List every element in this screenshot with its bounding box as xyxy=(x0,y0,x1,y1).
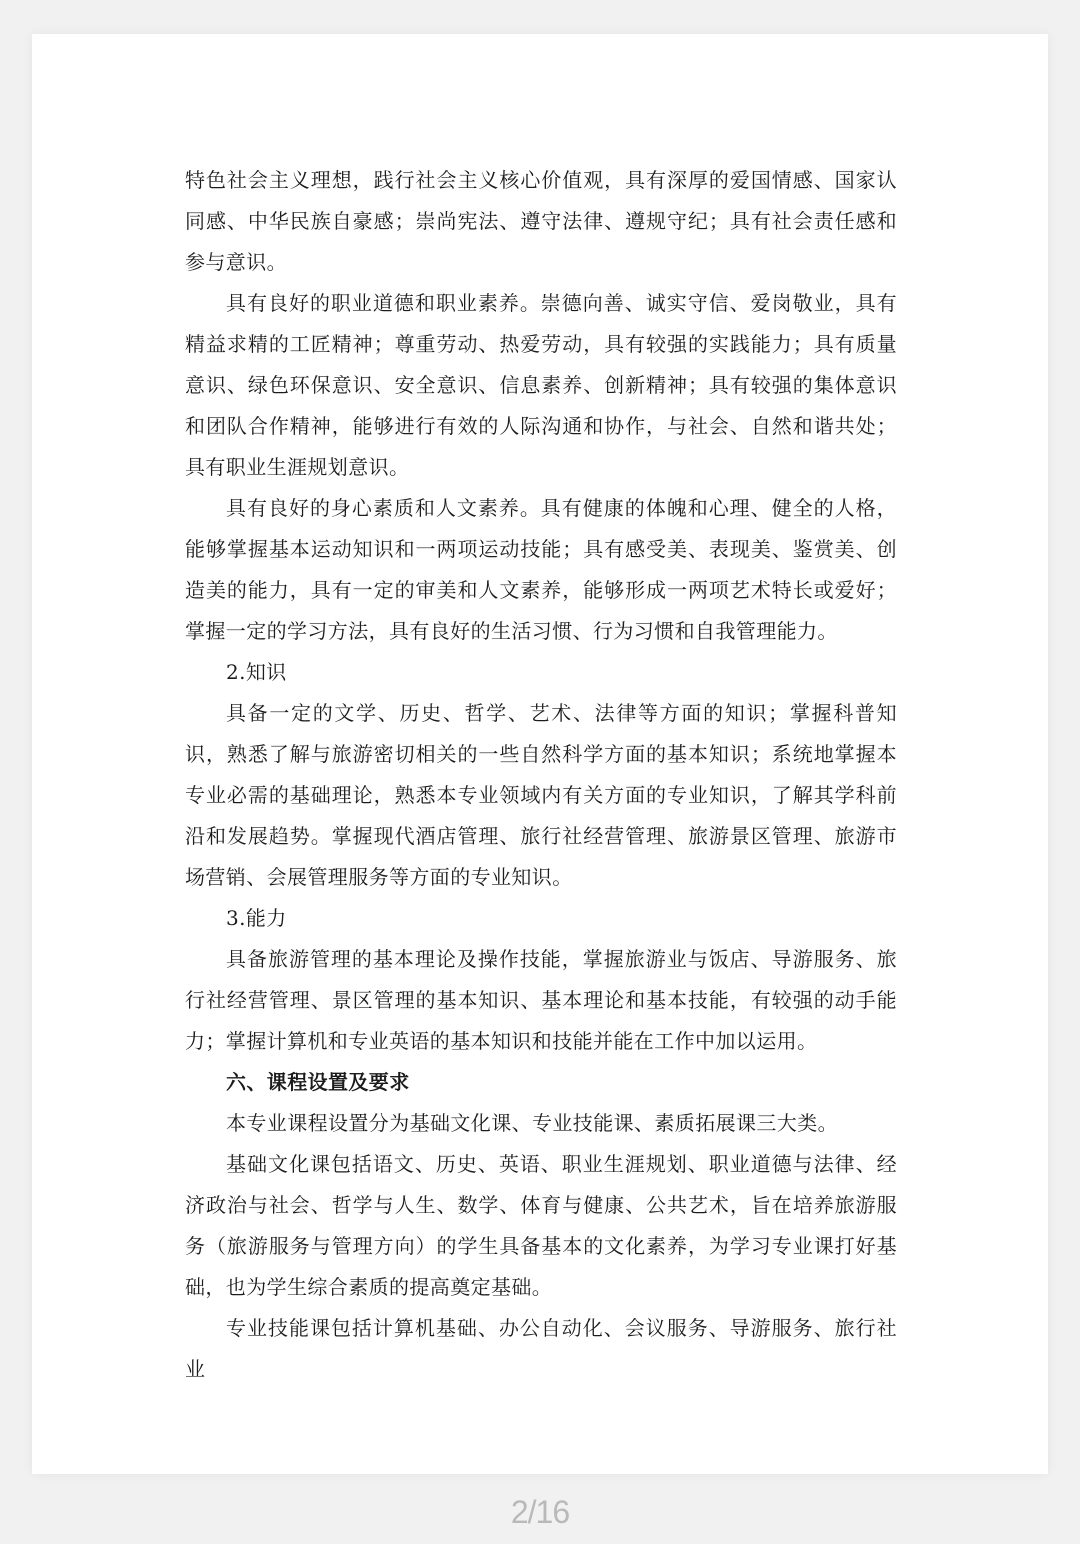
paragraph-knowledge: 具备一定的文学、历史、哲学、艺术、法律等方面的知识；掌握科普知识，熟悉了解与旅游密切相关的一些自然科学方面的基本知识；系统地掌握本专业必需的基础理论，熟悉本专业领域内有关方面的专业知识，了解其学科前沿和发展趋势。掌握现代酒店管理、旅行社经营管理、旅游景区管理、旅游市场营销、会展管理服务等方面的专业知识。 xyxy=(185,701,897,889)
paragraph-curriculum-overview: 本专业课程设置分为基础文化课、专业技能课、素质拓展课三大类。 xyxy=(226,1111,838,1135)
page-content xyxy=(185,160,897,1390)
section-heading-curriculum: 六、课程设置及要求 xyxy=(226,1070,410,1094)
paragraph-professional-ethics: 具有良好的职业道德和职业素养。崇德向善、诚实守信、爱岗敬业，具有精益求精的工匠精神；尊重劳动、热爱劳动，具有较强的实践能力；具有质量意识、绿色环保意识、安全意识、信息素养、创新精神；具有较强的集体意识和团队合作精神，能够进行有效的人际沟通和协作，与社会、自然和谐共处；具有职业生涯规划意识。 xyxy=(185,291,897,479)
subheading-ability: 3.能力 xyxy=(226,906,287,930)
subheading-knowledge: 2.知识 xyxy=(226,660,287,684)
paragraph-ability: 具备旅游管理的基本理论及操作技能，掌握旅游业与饭店、导游服务、旅行社经营管理、景区管理的基本知识、基本理论和基本技能，有较强的动手能力；掌握计算机和专业英语的基本知识和技能并能在工作中加以运用。 xyxy=(185,947,897,1053)
paragraph-basic-courses: 基础文化课包括语文、历史、英语、职业生涯规划、职业道德与法律、经济政治与社会、哲学与人生、数学、体育与健康、公共艺术，旨在培养旅游服务（旅游服务与管理方向）的学生具备基本的文化素养，为学习专业课打好基础，也为学生综合素质的提高奠定基础。 xyxy=(185,1152,897,1299)
page-number-indicator: 2/16 xyxy=(510,1494,570,1530)
paragraph-physical-mental-quality: 具有良好的身心素质和人文素养。具有健康的体魄和心理、健全的人格，能够掌握基本运动知识和一两项运动技能；具有感受美、表现美、鉴赏美、创造美的能力，具有一定的审美和人文素养，能够形成一两项艺术特长或爱好；掌握一定的学习方法，具有良好的生活习惯、行为习惯和自我管理能力。 xyxy=(185,496,897,643)
paragraph-skill-courses: 专业技能课包括计算机基础、办公自动化、会议服务、导游服务、旅行社业 xyxy=(185,1316,897,1381)
paragraph-continuation: 特色社会主义理想，践行社会主义核心价值观，具有深厚的爱国情感、国家认同感、中华民族自豪感；崇尚宪法、遵守法律、遵规守纪；具有社会责任感和参与意识。 xyxy=(185,168,897,274)
document-page[interactable] xyxy=(32,34,1048,1474)
